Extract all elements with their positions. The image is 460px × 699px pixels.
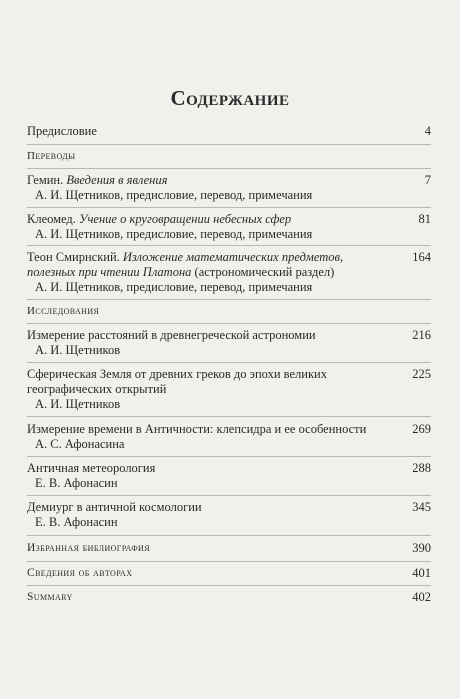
entry-suffix: (астрономический раздел) [194, 265, 335, 279]
entry-credit: А. И. Щетников, предисловие, перевод, примечания [35, 227, 313, 241]
section-heading-translations: Переводы [27, 150, 76, 162]
entry-author: Клеомед. [27, 212, 76, 226]
entry-title: Сведения об авторах [27, 567, 133, 579]
divider [27, 323, 431, 324]
entry-title: Измерение времени в Античности: клепсидра и ее особенности [27, 422, 367, 436]
entry-title-line2: географических открытий [27, 382, 167, 396]
divider [27, 207, 431, 208]
toc-entry-preface[interactable] [27, 124, 431, 139]
toc-entry-geminus[interactable] [27, 173, 431, 203]
toc-entry-summary[interactable] [27, 590, 431, 605]
entry-credit: А. И. Щетников, предисловие, перевод, примечания [35, 188, 313, 202]
toc-entry-time-measurement[interactable] [27, 422, 431, 452]
page-number: 216 [412, 328, 431, 342]
divider [27, 168, 431, 169]
page-number: 288 [412, 461, 431, 475]
entry-author: Теон Смирнский. [27, 250, 120, 264]
toc-entry-about-authors[interactable] [27, 566, 431, 581]
entry-title-line1: Сферическая Земля от древних греков до эпохи великих [27, 367, 327, 381]
toc-entry-cleomedes[interactable] [27, 212, 431, 242]
divider [27, 144, 431, 145]
entry-author: Гемин. [27, 173, 64, 187]
divider [27, 362, 431, 363]
toc-entry-bibliography[interactable] [27, 541, 431, 556]
page-number: 345 [412, 500, 431, 514]
page-number: 4 [424, 124, 431, 138]
entry-work: Учение о круговращении небесных сфер [79, 212, 292, 226]
entry-title: Измерение расстояний в древнегреческой астрономии [27, 328, 316, 342]
entry-credit: А. И. Щетников [35, 397, 121, 411]
divider [27, 245, 431, 246]
entry-work-line1: Изложение математических предметов, [122, 250, 344, 264]
page-number: 401 [412, 566, 431, 580]
page-number: 7 [424, 173, 431, 187]
toc-entry-demiurge[interactable] [27, 500, 431, 530]
toc-entry-distances[interactable] [27, 328, 431, 358]
divider [27, 585, 431, 586]
entry-credit: А. С. Афонасина [35, 437, 125, 451]
page-title: Содержание [170, 86, 290, 110]
entry-credit: А. И. Щетников [35, 343, 121, 357]
section-heading-research: Исследования [27, 305, 100, 317]
page-number: 269 [412, 422, 431, 436]
entry-title: Предисловие [27, 124, 97, 138]
entry-title: Summary [27, 591, 73, 603]
entry-work-line2: полезных при чтении Платона [27, 265, 192, 279]
divider [27, 299, 431, 300]
entry-work: Введения в явления [66, 173, 168, 187]
page-number: 164 [412, 250, 431, 264]
entry-title: Античная метеорология [27, 461, 156, 475]
page-number: 402 [412, 590, 431, 604]
page-number: 225 [412, 367, 431, 381]
divider [27, 535, 431, 536]
entry-title: Избранная библиография [27, 542, 150, 554]
page-number: 81 [418, 212, 431, 226]
entry-title: Демиург в античной космологии [27, 500, 202, 514]
divider [27, 561, 431, 562]
page-number: 390 [412, 541, 431, 555]
entry-credit: Е. В. Афонасин [35, 476, 118, 490]
toc-entry-spherical-earth[interactable] [27, 367, 431, 412]
toc-entry-theon[interactable] [27, 250, 431, 295]
divider [27, 495, 431, 496]
divider [27, 456, 431, 457]
entry-credit: Е. В. Афонасин [35, 515, 118, 529]
entry-credit: А. И. Щетников, предисловие, перевод, примечания [35, 280, 313, 294]
divider [27, 416, 431, 417]
toc-entry-meteorology[interactable] [27, 461, 431, 491]
